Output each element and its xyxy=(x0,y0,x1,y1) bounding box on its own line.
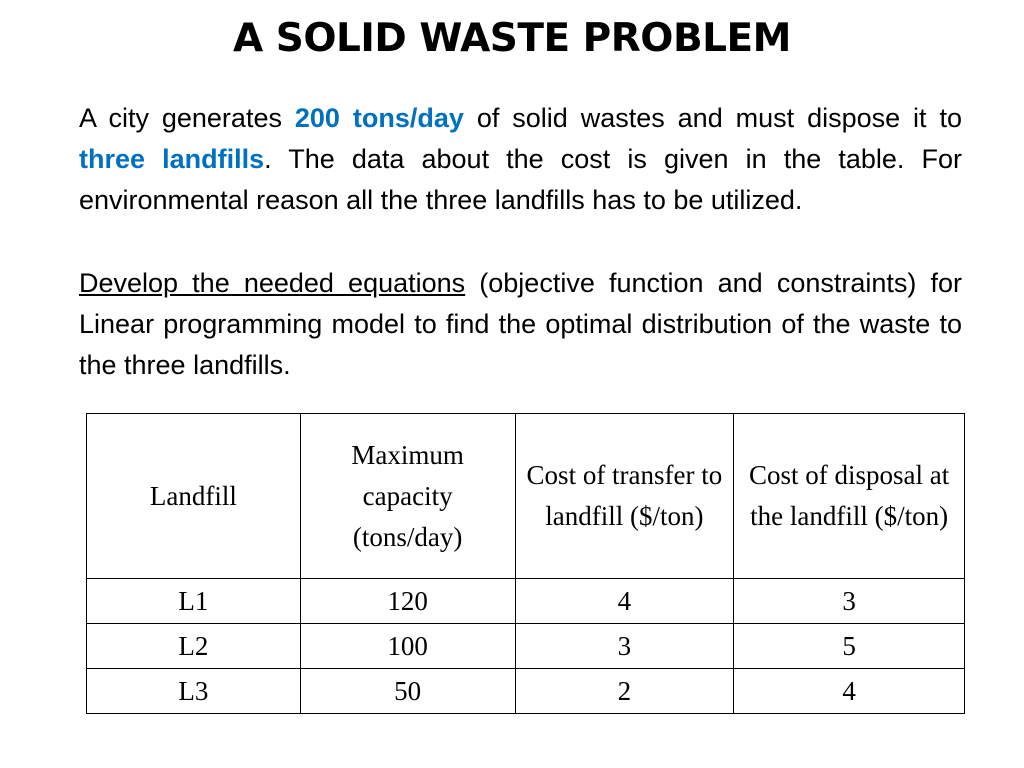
slide-title: A SOLID WASTE PROBLEM xyxy=(233,16,791,61)
paragraph1-text-c: . The data about the cost is given in the table. For environmental reason all the three landfills has to be utilized. xyxy=(79,144,962,215)
cell-landfill: L2 xyxy=(87,624,301,669)
header-landfill: Landfill xyxy=(87,414,301,579)
cell-capacity: 100 xyxy=(300,624,515,669)
header-transfer-cost: Cost of transfer to landfill ($/ton) xyxy=(515,414,734,579)
waste-amount-highlight: 200 tons/day xyxy=(294,103,464,133)
landfill-cost-table xyxy=(86,413,965,714)
table-row xyxy=(87,669,965,714)
cell-disposal-cost: 5 xyxy=(734,624,965,669)
landfills-highlight: three landfills xyxy=(79,144,265,174)
header-max-capacity: Maximum capacity (tons/day) xyxy=(300,414,515,579)
table-row xyxy=(87,579,965,624)
cell-transfer-cost: 3 xyxy=(515,624,734,669)
task-underlined-text: Develop the needed equations xyxy=(79,268,466,298)
cell-transfer-cost: 2 xyxy=(515,669,734,714)
cell-disposal-cost: 3 xyxy=(734,579,965,624)
cell-capacity: 120 xyxy=(300,579,515,624)
problem-statement-paragraph xyxy=(79,98,962,221)
header-disposal-cost: Cost of disposal at the landfill ($/ton) xyxy=(734,414,965,579)
task-text: (objective function and constraints) for Linear programming model to find the optimal distribution of the waste to the three landfills. xyxy=(79,268,962,380)
task-paragraph xyxy=(79,263,962,386)
paragraph1-text-b: of solid wastes and must dispose it to xyxy=(463,103,962,133)
cell-disposal-cost: 4 xyxy=(734,669,965,714)
table-header-row xyxy=(87,414,965,579)
cell-capacity: 50 xyxy=(300,669,515,714)
cell-landfill: L3 xyxy=(87,669,301,714)
table-row xyxy=(87,624,965,669)
cell-landfill: L1 xyxy=(87,579,301,624)
cell-transfer-cost: 4 xyxy=(515,579,734,624)
paragraph1-text-a: A city generates xyxy=(79,103,295,133)
